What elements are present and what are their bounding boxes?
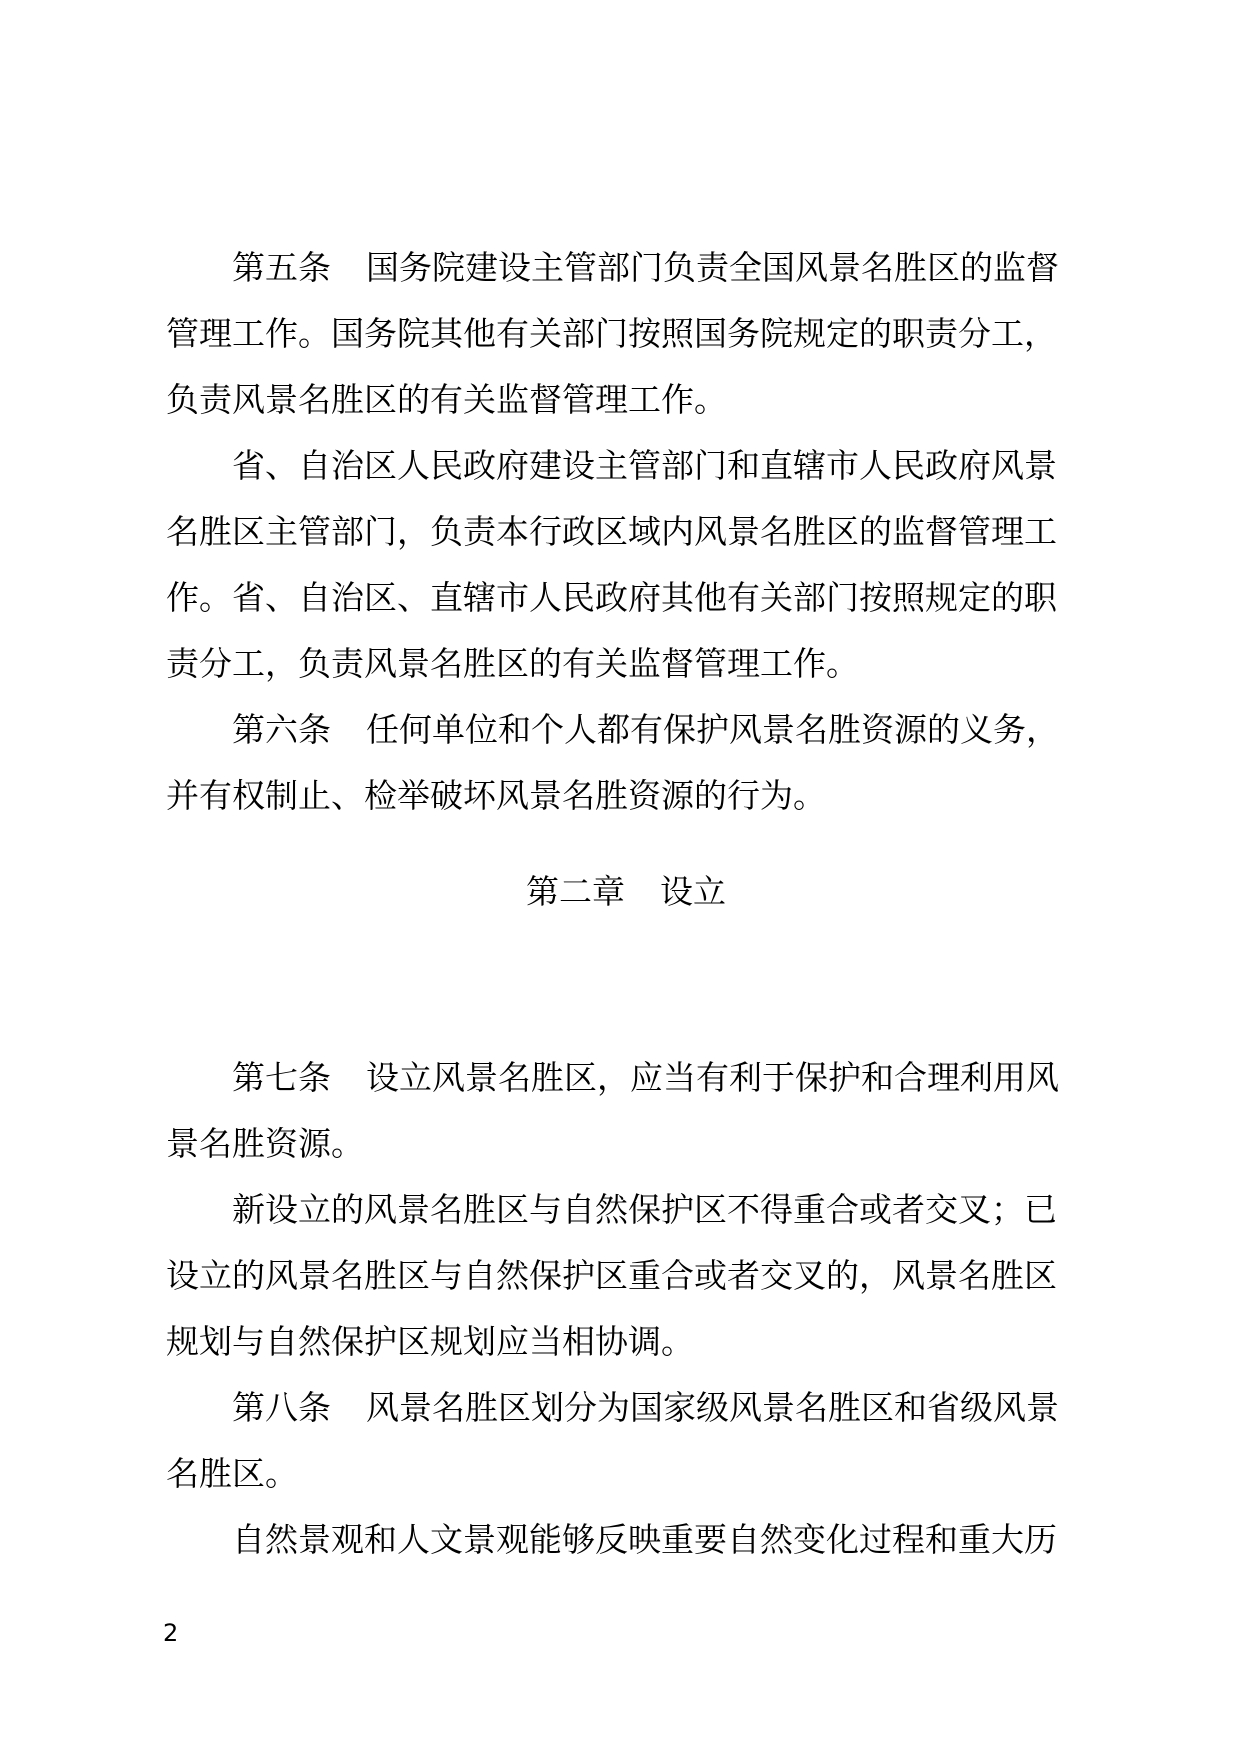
article-7-heading: 第七条 — [232, 1058, 331, 1097]
article-8-line: 名胜区。 — [166, 1454, 298, 1493]
article-5-text: 国务院建设主管部门负责全国风景名胜区的监督 — [366, 248, 1059, 287]
article-5-line: 管理工作。国务院其他有关部门按照国务院规定的职责分工， — [166, 314, 1057, 353]
article-6-first-line — [166, 697, 1086, 763]
article-6-heading: 第六条 — [232, 710, 331, 749]
article-5-paragraph-2-line: 省、自治区人民政府建设主管部门和直辖市人民政府风景 — [232, 446, 1057, 485]
article-7-paragraph-2-line: 规划与自然保护区规划应当相协调。 — [166, 1322, 694, 1361]
article-7-first-line — [166, 1045, 1086, 1111]
article-7-paragraph-2-line: 设立的风景名胜区与自然保护区重合或者交叉的，风景名胜区 — [166, 1256, 1057, 1295]
document-body — [166, 235, 1086, 1573]
article-8-paragraph-2-line: 自然景观和人文景观能够反映重要自然变化过程和重大历 — [232, 1520, 1057, 1559]
article-5-paragraph-2-line: 责分工，负责风景名胜区的有关监督管理工作。 — [166, 644, 859, 683]
article-7-text: 设立风景名胜区，应当有利于保护和合理利用风 — [366, 1058, 1059, 1097]
article-6-text: 任何单位和个人都有保护风景名胜资源的义务， — [366, 710, 1059, 749]
chapter-number: 第二章 — [526, 872, 625, 911]
chapter-heading — [166, 859, 1086, 925]
article-6-line: 并有权制止、检举破坏风景名胜资源的行为。 — [166, 776, 826, 815]
article-5-first-line — [166, 235, 1086, 301]
article-8-text: 风景名胜区划分为国家级风景名胜区和省级风景 — [366, 1388, 1059, 1427]
article-7-paragraph-2-line: 新设立的风景名胜区与自然保护区不得重合或者交叉；已 — [232, 1190, 1057, 1229]
article-5-line: 负责风景名胜区的有关监督管理工作。 — [166, 380, 727, 419]
page-number: 2 — [163, 1619, 179, 1647]
article-7-line: 景名胜资源。 — [166, 1124, 364, 1163]
chapter-title: 设立 — [660, 872, 726, 911]
article-5-heading: 第五条 — [232, 248, 331, 287]
article-8-heading: 第八条 — [232, 1388, 331, 1427]
article-8-first-line — [166, 1375, 1086, 1441]
article-5-paragraph-2-line: 作。省、自治区、直辖市人民政府其他有关部门按照规定的职 — [166, 578, 1057, 617]
article-5-paragraph-2-line: 名胜区主管部门，负责本行政区域内风景名胜区的监督管理工 — [166, 512, 1057, 551]
